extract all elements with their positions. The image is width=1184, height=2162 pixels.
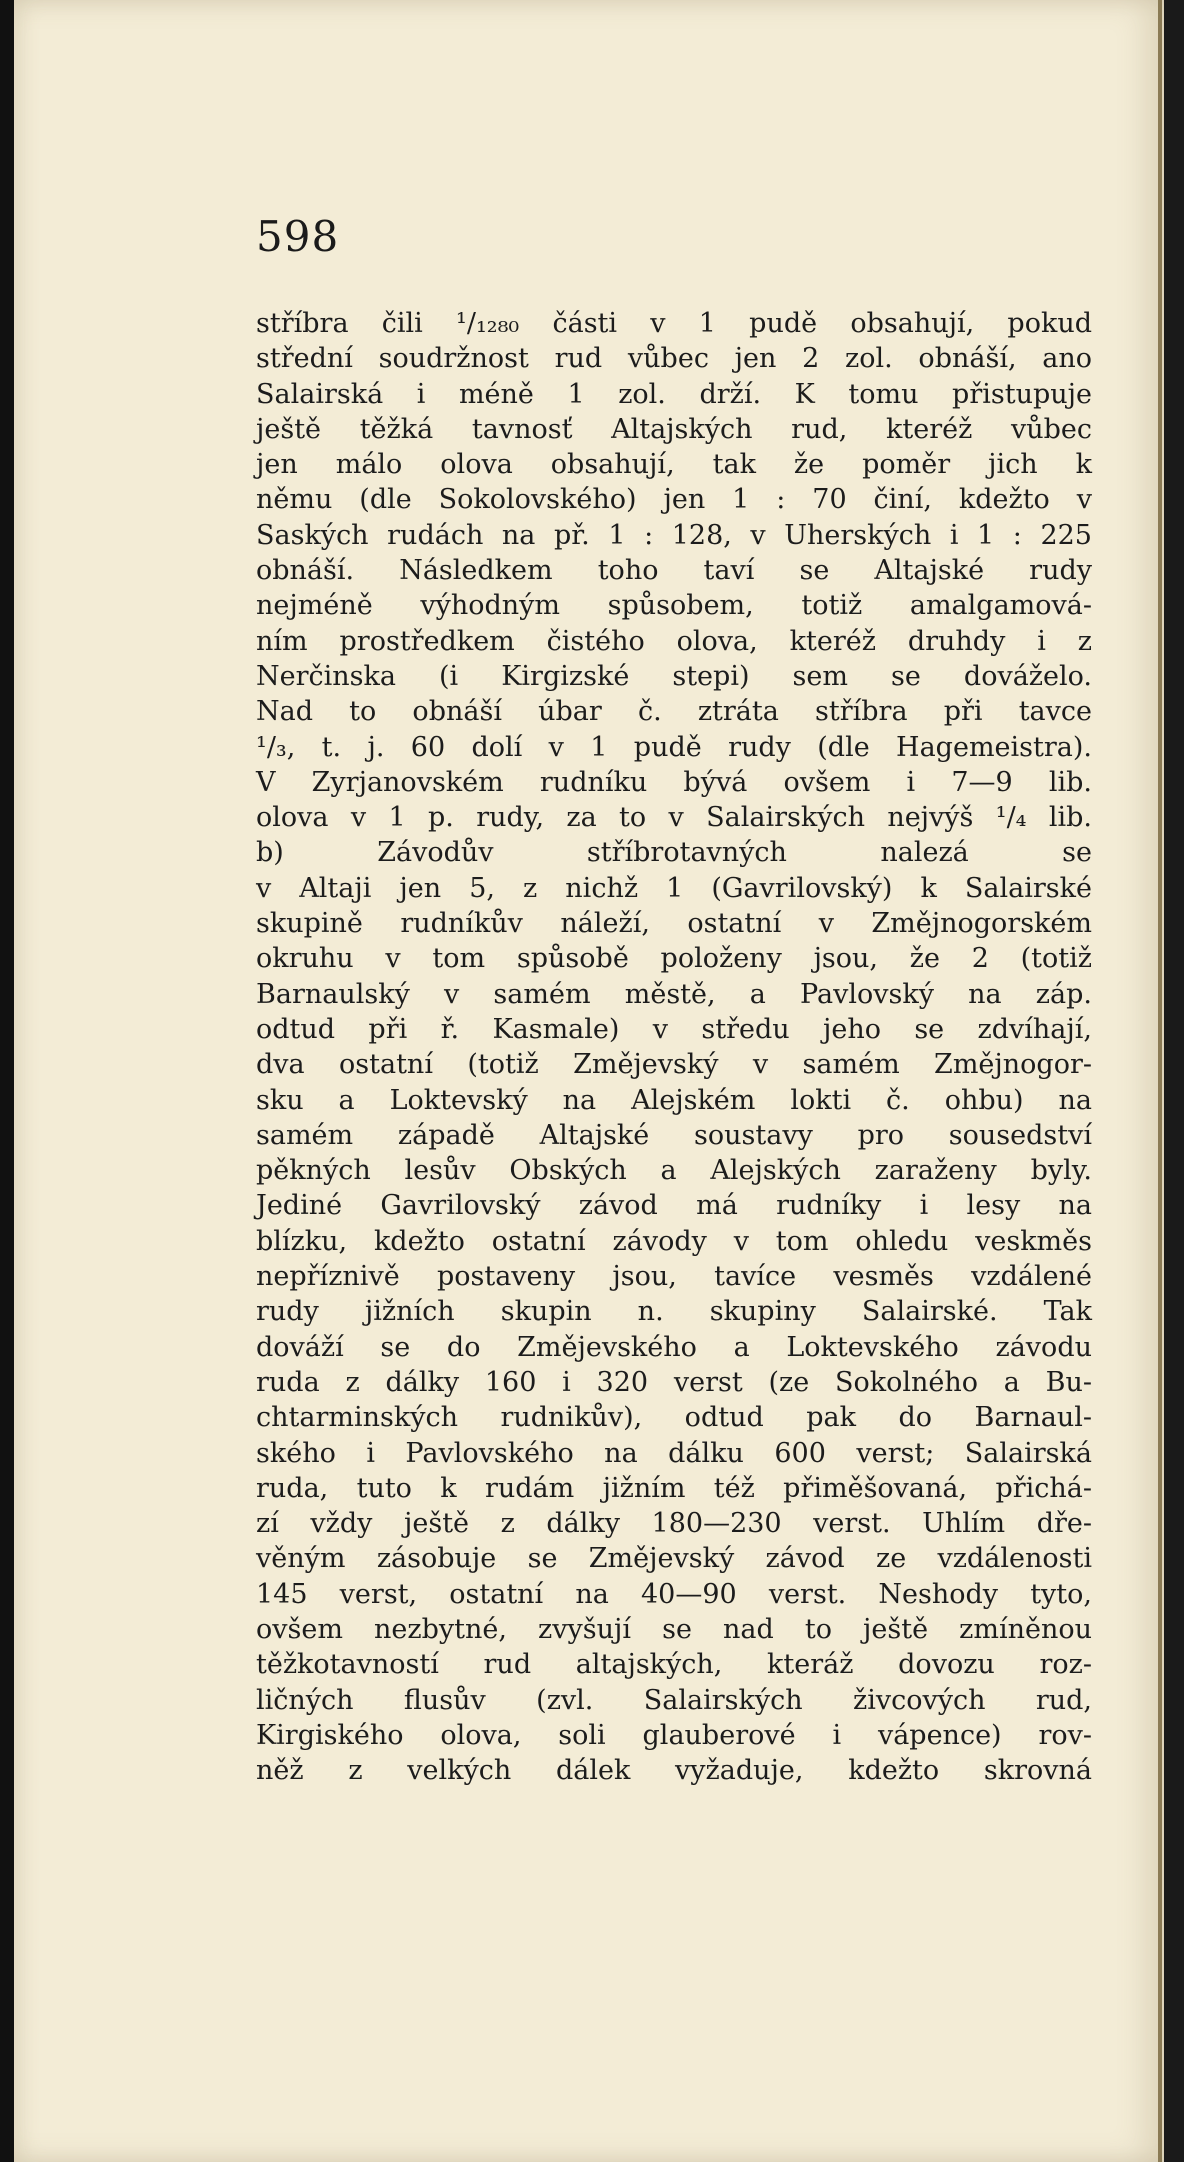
book-edge bbox=[1164, 0, 1184, 2162]
text-line: nejméně výhodným spůsobem, totiž amalgamová- bbox=[256, 590, 1092, 622]
text-line: ruda z dálky 160 i 320 verst (ze Sokolného a Bu- bbox=[256, 1366, 1092, 1398]
text-line: okruhu v tom spůsobě položeny jsou, že 2 (totiž bbox=[256, 943, 1092, 975]
text-line: těžkotavností rud altajských, kteráž dovozu roz- bbox=[256, 1649, 1092, 1681]
text-line: pěkných lesův Obských a Alejských zaraženy byly. bbox=[256, 1155, 1092, 1187]
text-line: ovšem nezbytné, zvyšují se nad to ještě zmíněnou bbox=[256, 1613, 1092, 1645]
text-line: sku a Loktevský na Alejském lokti č. ohbu) na bbox=[256, 1084, 1092, 1116]
text-line: ského i Pavlovského na dálku 600 verst; Salairská bbox=[256, 1437, 1092, 1469]
text-line: dováží se do Změjevského a Loktevského závodu bbox=[256, 1331, 1092, 1363]
text-line: Nad to obnáší úbar č. ztráta stříbra při tavce bbox=[256, 696, 1092, 728]
text-line: 145 verst, ostatní na 40—90 verst. Neshody tyto, bbox=[256, 1578, 1092, 1610]
text-line: b) Závodův stříbrotavných nalezá se bbox=[256, 837, 1092, 869]
text-line: jen málo olova obsahují, tak že poměr jich k bbox=[256, 449, 1092, 481]
text-line: odtud při ř. Kasmale) v středu jeho se zdvíhají, bbox=[256, 1013, 1092, 1045]
text-line: samém západě Altajské soustavy pro sousedství bbox=[256, 1119, 1092, 1151]
page-number: 598 bbox=[256, 212, 340, 261]
text-line: chtarminských rudnikův), odtud pak do Barnaul- bbox=[256, 1402, 1092, 1434]
text-line: Saských rudách na př. 1 : 128, v Uherských i 1 : 225 bbox=[256, 519, 1092, 551]
text-line: V Zyrjanovském rudníku bývá ovšem i 7—9 lib. bbox=[256, 766, 1092, 798]
text-line: střední soudržnost rud vůbec jen 2 zol. obnáší, ano bbox=[256, 343, 1092, 375]
text-line: stříbra čili ¹/₁₂₈₀ části v 1 pudě obsahují, pokud bbox=[256, 308, 1092, 339]
text-line: obnáší. Následkem toho taví se Altajské rudy bbox=[256, 555, 1092, 587]
body-text bbox=[256, 306, 1092, 1788]
text-line: dva ostatní (totiž Změjevský v samém Změjnogor- bbox=[256, 1049, 1092, 1081]
text-line: blízku, kdežto ostatní závody v tom ohledu veskměs bbox=[256, 1225, 1092, 1257]
text-line: ním prostředkem čistého olova, kteréž druhdy i z bbox=[256, 625, 1092, 657]
text-line: Kirgiského olova, soli glauberové i vápence) rov- bbox=[256, 1719, 1092, 1751]
text-line: zí vždy ještě z dálky 180—230 verst. Uhlím dře- bbox=[256, 1508, 1092, 1540]
text-line: skupině rudníkův náleží, ostatní v Změjnogorském bbox=[256, 908, 1092, 940]
text-line: němu (dle Sokolovského) jen 1 : 70 činí, kdežto v bbox=[256, 484, 1092, 516]
text-line: nepříznivě postaveny jsou, tavíce vesměs vzdálené bbox=[256, 1261, 1092, 1293]
text-line: olova v 1 p. rudy, za to v Salairských nejvýš ¹/₄ lib. bbox=[256, 802, 1092, 834]
book-page bbox=[14, 0, 1164, 2162]
text-line: ruda, tuto k rudám jižním též přiměšovaná, přichá- bbox=[256, 1472, 1092, 1504]
page-edge-line bbox=[1158, 0, 1162, 2162]
text-line: věným zásobuje se Změjevský závod ze vzdálenosti bbox=[256, 1543, 1092, 1575]
text-line: Salairská i méně 1 zol. drží. K tomu přistupuje bbox=[256, 378, 1092, 410]
text-line: ličných flusův (zvl. Salairských živcových rud, bbox=[256, 1684, 1092, 1716]
text-line: něž z velkých dálek vyžaduje, kdežto skrovná bbox=[256, 1755, 1092, 1787]
text-line: rudy jižních skupin n. skupiny Salairské. Tak bbox=[256, 1296, 1092, 1328]
text-line: Barnaulský v samém městě, a Pavlovský na záp. bbox=[256, 978, 1092, 1010]
text-line: ¹/₃, t. j. 60 dolí v 1 pudě rudy (dle Hagemeistra). bbox=[256, 731, 1092, 763]
text-line: Jediné Gavrilovský závod má rudníky i lesy na bbox=[256, 1190, 1092, 1222]
text-line: Nerčinska (i Kirgizské stepi) sem se dováželo. bbox=[256, 660, 1092, 692]
text-line: v Altaji jen 5, z nichž 1 (Gavrilovský) k Salairské bbox=[256, 872, 1092, 904]
text-line: ještě těžká tavnosť Altajských rud, kteréž vůbec bbox=[256, 413, 1092, 445]
